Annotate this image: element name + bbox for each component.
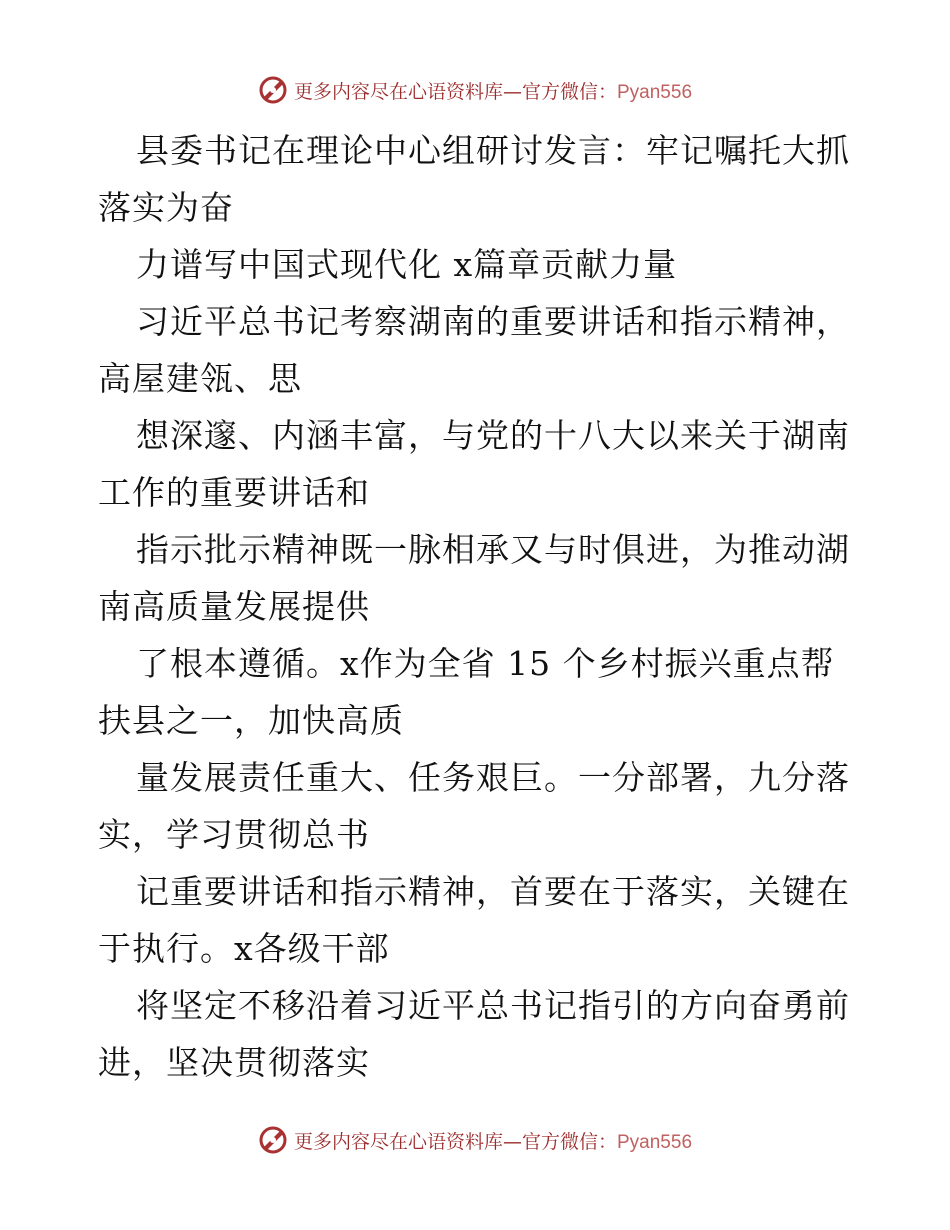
document-line: 力谱写中国式现代化 x篇章贡献力量 [136, 245, 678, 284]
banner-wechat-id: Pyan556 [617, 1131, 693, 1153]
banner-separator: — [502, 1130, 522, 1153]
banner-wechat-label: 官方微信： [521, 80, 617, 103]
document-line: 量发展责任重大、任务艰巨。一分部署，九分落 [136, 758, 850, 797]
banner-prefix: 更多内容尽在心语资料库 [293, 1130, 503, 1153]
document-line: 扶县之一，加快高质 [98, 701, 404, 740]
document-line: 落实为奋 [98, 188, 234, 227]
document-line: 高屋建瓴、思 [98, 359, 302, 398]
document-line: 习近平总书记考察湖南的重要讲话和指示精神， [136, 302, 850, 341]
footer-banner [0, 1120, 950, 1160]
header-banner [0, 70, 950, 110]
document-line: 了根本遵循。x作为全省 15 个乡村振兴重点帮 [136, 644, 835, 683]
brand-logo-icon [258, 75, 288, 105]
document-line: 工作的重要讲话和 [98, 473, 370, 512]
document-line: 于执行。x各级干部 [98, 929, 390, 968]
document-line: 记重要讲话和指示精神，首要在于落实，关键在 [136, 872, 850, 911]
banner-wechat-label: 官方微信： [521, 1130, 617, 1153]
banner-text [294, 1127, 692, 1154]
document-line: 实，学习贯彻总书 [98, 815, 370, 854]
document-line: 将坚定不移沿着习近平总书记指引的方向奋勇前 [136, 986, 850, 1025]
banner-wechat-id: Pyan556 [617, 81, 693, 103]
banner-separator: — [502, 80, 522, 103]
document-line: 南高质量发展提供 [98, 587, 370, 626]
banner-text [294, 77, 692, 104]
document-line: 县委书记在理论中心组研讨发言：牢记嘱托大抓 [136, 131, 850, 170]
document-body [98, 122, 858, 1091]
document-line: 进，坚决贯彻落实 [98, 1043, 370, 1082]
document-line: 指示批示精神既一脉相承又与时俱进，为推动湖 [136, 530, 850, 569]
document-line: 想深邃、内涵丰富，与党的十八大以来关于湖南 [136, 416, 850, 455]
brand-logo-icon [258, 1125, 288, 1155]
banner-prefix: 更多内容尽在心语资料库 [293, 80, 503, 103]
